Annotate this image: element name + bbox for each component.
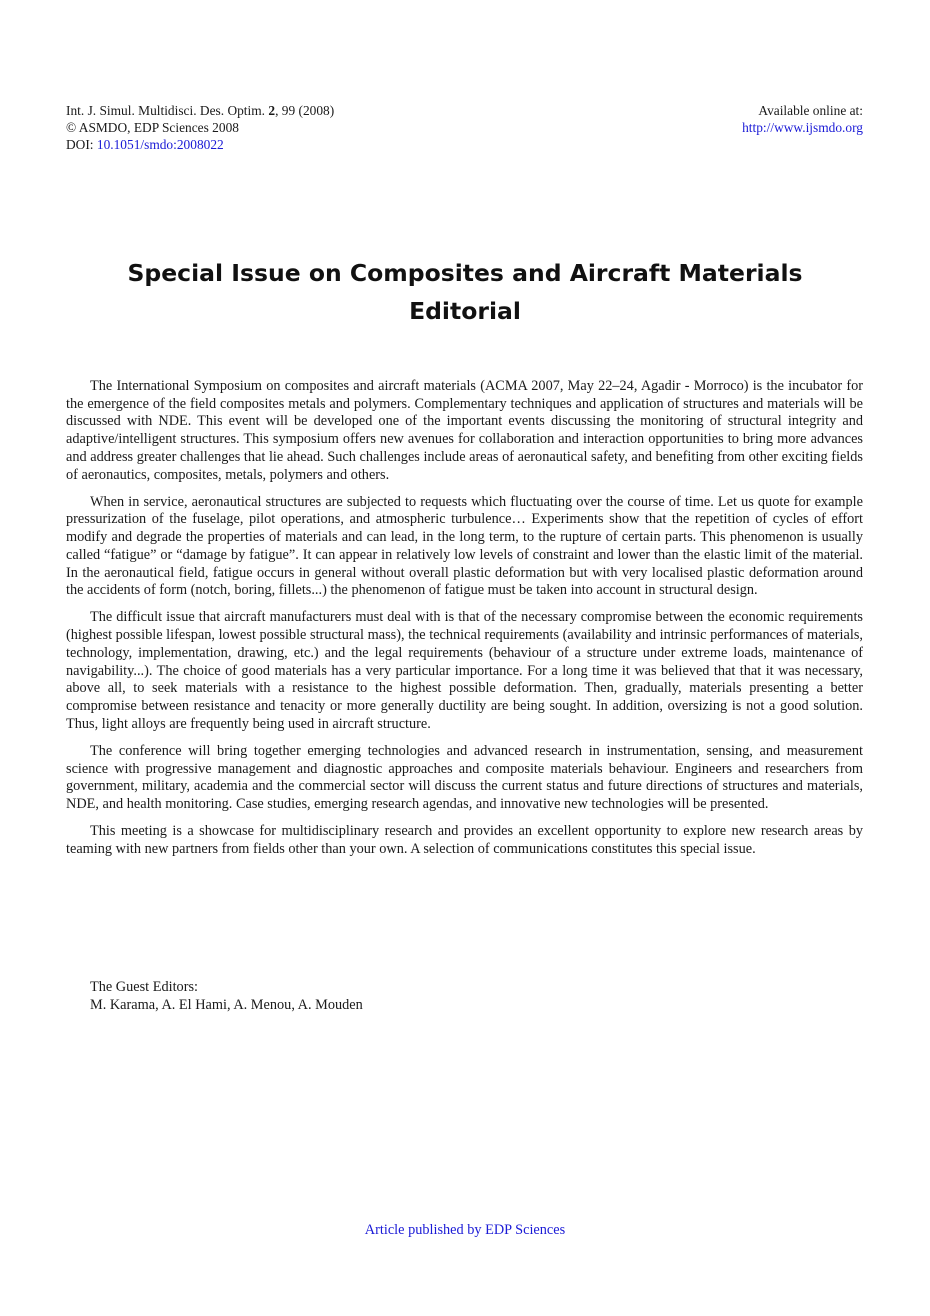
publisher-footer: [0, 1222, 930, 1239]
doi-label: DOI:: [66, 137, 97, 152]
title-line-1: Special Issue on Composites and Aircraft Materials: [127, 259, 803, 287]
availability-info: [742, 102, 863, 136]
paragraph: The International Symposium on composites and aircraft materials (ACMA 2007, May 22–24, Agadir - Morroco) is the incubator for the emergence of the field composites metals and polymers. Complementary techniques and application of structures and materials will be discussed with NDE. This event will be developed one of the important events discussing the monitoring of structural integrity and adaptive/intelligent structures. This symposium offers new avenues for collaboration and interaction opportunities to bring more advances and address greater challenges that lie ahead. Such challenges include areas of aeronautical safety, and benefiting from other exciting fields of aeronautics, composites, metals, polymers and others.: [66, 378, 863, 483]
page-title: [0, 254, 930, 330]
paragraph: The difficult issue that aircraft manufacturers must deal with is that of the necessary compromise between the economic requirements (highest possible lifespan, lowest possible structural mass), the technical requirements (availability and intrinsic performances of materials, technology, implementation, drawing, etc.) and the legal requirements (behaviour of a structure under extreme loads, maintenance of navigability...). The choice of good materials has a very particular importance. For a long time it was believed that that it was necessary, above all, to seek materials with a resistance to the highest possible deformation. Then, gradually, materials presenting a better compromise between resistance and tenacity or more generally ductility are being sought. In addition, oversizing is not a good solution. Thus, light alloys are frequently being used in aircraft structure.: [66, 609, 863, 732]
website-link[interactable]: http://www.ijsmdo.org: [742, 120, 863, 135]
doi-line: [66, 136, 334, 153]
editorial-body: [66, 378, 863, 868]
journal-citation: [66, 102, 334, 119]
journal-name: Int. J. Simul. Multidisci. Des. Optim.: [66, 103, 269, 118]
guest-editors: [90, 978, 363, 1014]
editors-label: The Guest Editors:: [90, 979, 199, 995]
journal-info: [66, 102, 334, 153]
editors-names: M. Karama, A. El Hami, A. Menou, A. Mouden: [90, 997, 363, 1013]
title-line-2: Editorial: [409, 297, 521, 325]
paragraph: The conference will bring together emerging technologies and advanced research in instrumentation, sensing, and measurement science with progressive management and diagnostic approaches and composite materials behaviour. Engineers and researchers from government, military, academia and the commercial sector will discuss the current status and future directions of structures and materials, NDE, and health monitoring. Case studies, emerging research agendas, and innovative new technologies will be presented.: [66, 742, 863, 812]
paragraph: When in service, aeronautical structures are subjected to requests which fluctuating over the course of time. Let us quote for example pressurization of the fuselage, pilot operations, and atmospheric turbulence… Experiments show that the repetition of cycles of effort modify and degrade the properties of materials and can lead, in the long term, to the rupture of certain parts. This phenomenon is usually called “fatigue” or “damage by fatigue”. It can appear in relatively low levels of constraint and lower than the elastic limit of the material. In the aeronautical field, fatigue occurs in general without overall plastic deformation but with very localised plastic deformation around the accidents of form (notch, boring, fillets...) the phenomenon of fatigue must be taken into account in structural design.: [66, 493, 863, 599]
available-label: Available online at:: [758, 103, 863, 118]
journal-volume: 2: [268, 103, 276, 118]
journal-pages-year: , 99 (2008): [275, 103, 335, 118]
publisher-link[interactable]: Article published by EDP Sciences: [364, 1222, 566, 1238]
doi-link[interactable]: 10.1051/smdo:2008022: [96, 137, 224, 152]
copyright-notice: © ASMDO, EDP Sciences 2008: [66, 120, 239, 135]
paragraph: This meeting is a showcase for multidisciplinary research and provides an excellent opportunity to explore new research areas by teaming with new partners from fields other than your own. A selection of communications constitutes this special issue.: [66, 823, 863, 857]
